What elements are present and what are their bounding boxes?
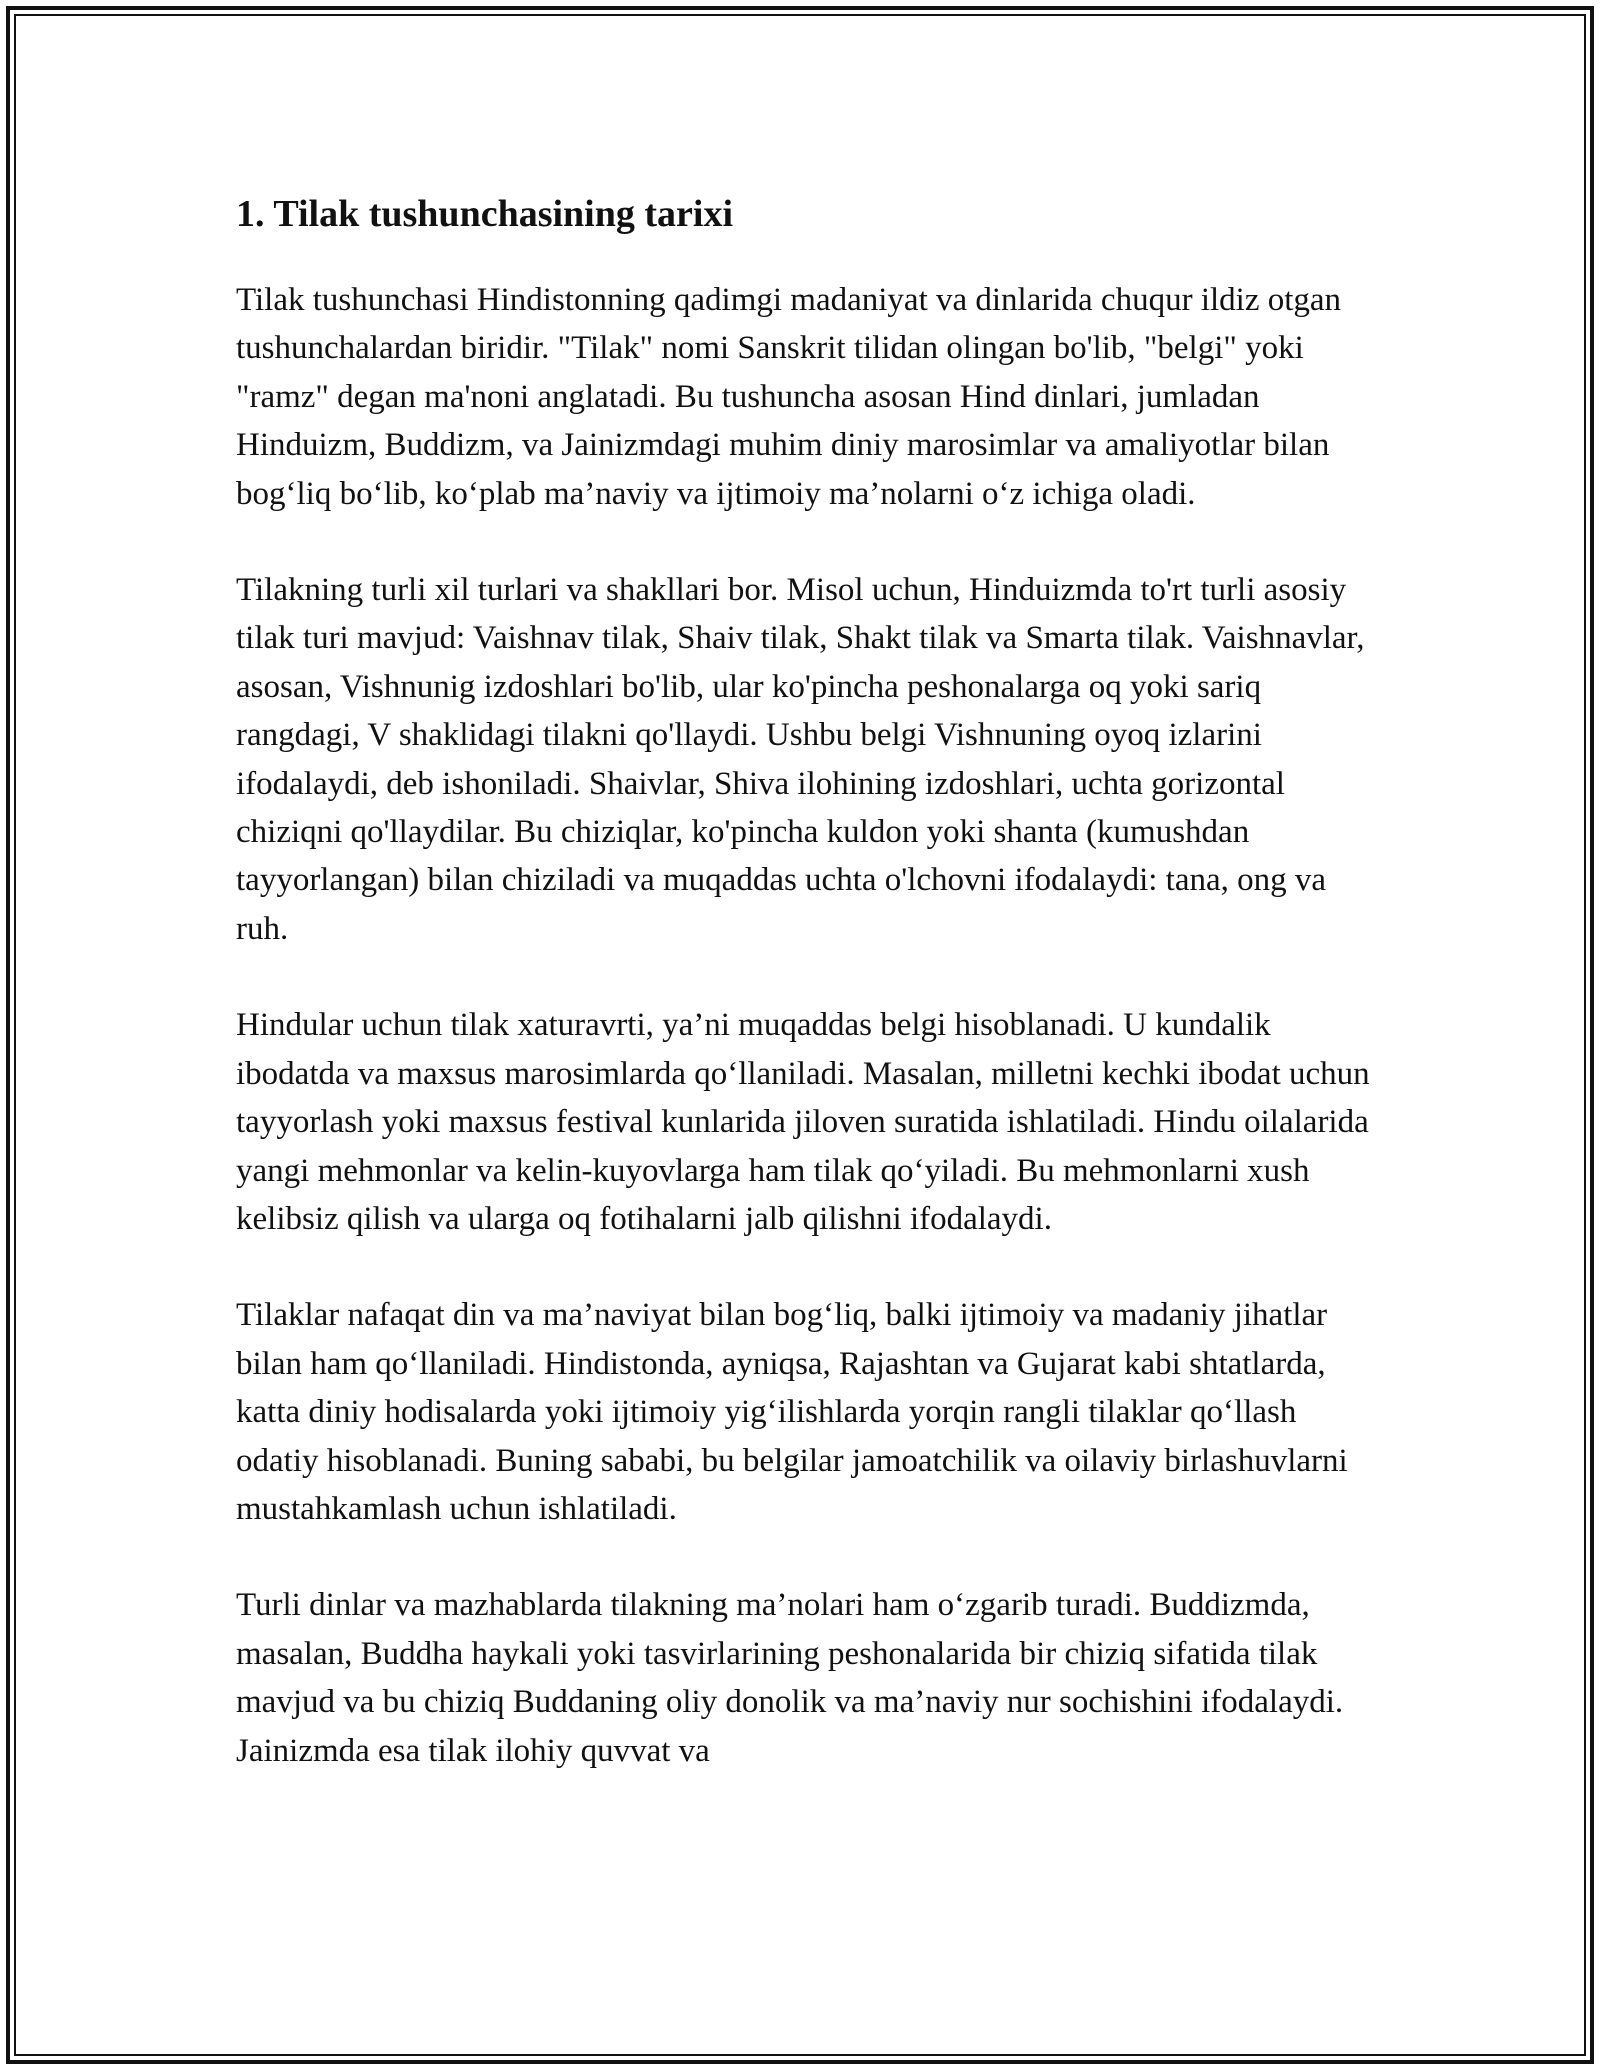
document-body (236, 186, 1376, 1823)
paragraph-5: Turli dinlar va mazhablarda tilakning ma’nolari ham o‘zgarib turadi. Buddizmda, masalan, Buddha haykali yoki tasvirlarining peshonalarida bir chiziq sifatida tilak mavjud va bu chiziq Buddaning oliy donolik va ma’naviy nur sochishini ifodalaydi. Jainizmda esa tilak ilohiy quvvat va (236, 1587, 1344, 1769)
paragraph-4: Tilaklar nafaqat din va ma’naviyat bilan bog‘liq, balki ijtimoiy va madaniy jihatlar bilan ham qo‘llaniladi. Hindistonda, ayniqsa, Rajashtan va Gujarat kabi shtatlarda, katta diniy hodisalarda yoki ijtimoiy yig‘ilishlarda yorqin rangli tilaklar qo‘llash odatiy hisoblanadi. Buning sababi, bu belgilar jamoatchilik va oilaviy birlashuvlarni mustahkamlash uchun ishlatiladi. (236, 1297, 1348, 1527)
paragraph-1: Tilak tushunchasi Hindistonning qadimgi madaniyat va dinlarida chuqur ildiz otgan tushunchalardan biridir. "Tilak" nomi Sanskrit tilidan olingan bo'lib, "belgi" yoki "ramz" degan ma'noni anglatadi. Bu tushuncha asosan Hind dinlari, jumladan Hinduizm, Buddizm, va Jainizmdagi muhim diniy marosimlar va amaliyotlar bilan bog‘liq bo‘lib, ko‘plab ma’naviy va ijtimoiy ma’nolarni o‘z ichiga oladi. (236, 282, 1342, 512)
section-heading: 1. Tilak tushunchasining tarixi (236, 193, 734, 235)
paragraph-2: Tilakning turli xil turlari va shakllari bor. Misol uchun, Hinduizmda to'rt turli asosiy tilak turi mavjud: Vaishnav tilak, Shaiv tilak, Shakt tilak va Smarta tilak. Vaishnavlar, asosan, Vishnunig izdoshlari bo'lib, ular ko'pincha peshonalarga oq yoki sariq rangdagi, V shaklidagi tilakni qo'llaydi. Ushbu belgi Vishnuning oyoq izlarini ifodalaydi, deb ishoniladi. Shaivlar, Shiva ilohining izdoshlari, uchta gorizontal chiziqni qo'llaydilar. Bu chiziqlar, ko'pincha kuldon yoki shanta (kumushdan tayyorlangan) bilan chiziladi va muqaddas uchta o'lchovni ifodalaydi: tana, ong va ruh. (236, 572, 1365, 947)
paragraph-3: Hindular uchun tilak xaturavrti, ya’ni muqaddas belgi hisoblanadi. U kundalik ibodatda va maxsus marosimlarda qo‘llaniladi. Masalan, milletni kechki ibodat uchun tayyorlash yoki maxsus festival kunlarida jiloven suratida ishlatiladi. Hindu oilalarida yangi mehmonlar va kelin-kuyovlarga ham tilak qo‘yiladi. Bu mehmonlarni xush kelibsiz qilish va ularga oq fotihalarni jalb qilishni ifodalaydi. (236, 1007, 1370, 1237)
